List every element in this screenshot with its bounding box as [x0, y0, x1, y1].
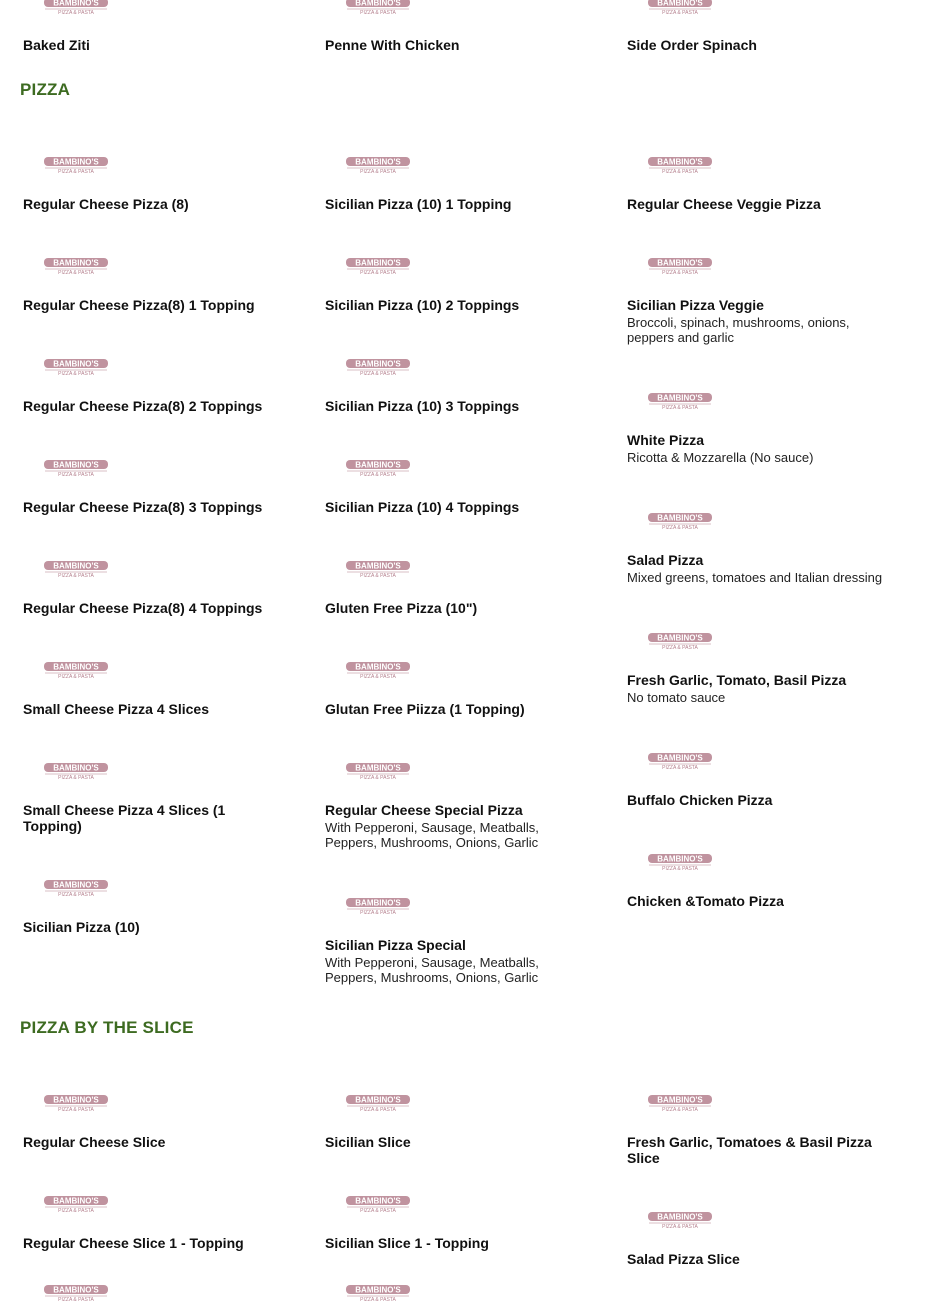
- menu-item-side-order-spinach[interactable]: [624, 0, 886, 53]
- svg-text:BAMBINO'S: BAMBINO'S: [355, 1285, 401, 1295]
- svg-text:BAMBINO'S: BAMBINO'S: [53, 880, 99, 890]
- menu-item-description: Mixed greens, tomatoes and Italian dressing: [627, 570, 883, 585]
- svg-text:PIZZA & PASTA: PIZZA & PASTA: [58, 472, 94, 477]
- bambinos-logo-image: [345, 761, 411, 780]
- menu-item-name[interactable]: Regular Cheese Pizza(8) 2 Toppings: [23, 398, 263, 414]
- bambinos-logo-image: [647, 0, 713, 15]
- bambinos-logo-icon: [43, 1194, 109, 1213]
- menu-item-description: With Pepperoni, Sausage, Meatballs, Peppers, Mushrooms, Onions, Garlic: [325, 820, 539, 850]
- menu-item-name[interactable]: Sicilian Pizza (10) 2 Toppings: [325, 297, 520, 313]
- bambinos-logo-icon: [345, 1194, 411, 1213]
- menu-item-sicilian-slice[interactable]: [322, 1093, 584, 1150]
- menu-item-sicilian-pizza-10-2-toppings[interactable]: [322, 256, 584, 313]
- menu-item-buffalo-chicken-pizza[interactable]: [624, 751, 886, 808]
- bambinos-logo-icon: [345, 896, 411, 915]
- bambinos-logo-image: [345, 458, 411, 477]
- bambinos-logo-icon: [647, 0, 713, 15]
- menu-item-salad-pizza[interactable]: [624, 511, 886, 585]
- menu-item-name[interactable]: Chicken &Tomato Pizza: [627, 893, 784, 909]
- menu-item-name[interactable]: Sicilian Slice 1 - Topping: [325, 1235, 489, 1251]
- bambinos-logo-icon: [647, 511, 713, 530]
- svg-text:PIZZA & PASTA: PIZZA & PASTA: [360, 10, 396, 15]
- svg-text:PIZZA & PASTA: PIZZA & PASTA: [662, 10, 698, 15]
- bambinos-logo-image: [647, 155, 713, 174]
- bambinos-logo-icon: [345, 458, 411, 477]
- bambinos-logo-image: [345, 559, 411, 578]
- menu-item-name[interactable]: Sicilian Pizza (10) 3 Toppings: [325, 398, 520, 414]
- svg-text:BAMBINO'S: BAMBINO'S: [657, 0, 703, 8]
- menu-item-description: Ricotta & Mozzarella (No sauce): [627, 450, 814, 465]
- menu-item-name[interactable]: Side Order Spinach: [627, 37, 757, 53]
- svg-text:PIZZA & PASTA: PIZZA & PASTA: [662, 1224, 698, 1229]
- menu-item-name[interactable]: Salad Pizza Slice: [627, 1251, 740, 1267]
- bambinos-logo-icon: [345, 357, 411, 376]
- menu-item-name[interactable]: Fresh Garlic, Tomato, Basil Pizza: [627, 672, 847, 688]
- svg-text:BAMBINO'S: BAMBINO'S: [53, 258, 99, 268]
- bambinos-logo-icon: [43, 155, 109, 174]
- bambinos-logo-image: [43, 256, 109, 275]
- svg-text:PIZZA & PASTA: PIZZA & PASTA: [662, 1107, 698, 1112]
- bambinos-logo-image: [43, 761, 109, 780]
- bambinos-logo-icon: [43, 0, 109, 15]
- svg-text:PIZZA & PASTA: PIZZA & PASTA: [662, 405, 698, 410]
- menu-item-name[interactable]: Regular Cheese Veggie Pizza: [627, 196, 821, 212]
- menu-item-name[interactable]: Baked Ziti: [23, 37, 90, 53]
- bambinos-logo-icon: [345, 155, 411, 174]
- menu-item-name[interactable]: Glutan Free Piizza (1 Topping): [325, 701, 525, 717]
- menu-item-name[interactable]: Regular Cheese Pizza (8): [23, 196, 189, 212]
- svg-text:BAMBINO'S: BAMBINO'S: [657, 633, 703, 643]
- svg-text:PIZZA & PASTA: PIZZA & PASTA: [360, 371, 396, 376]
- bambinos-logo-image: [43, 1093, 109, 1112]
- menu-item-name[interactable]: White Pizza: [627, 432, 705, 448]
- menu-item-description: With Pepperoni, Sausage, Meatballs, Peppers, Mushrooms, Onions, Garlic: [325, 955, 539, 985]
- menu-item-regular-cheese-pizza-8-4-toppings[interactable]: [20, 559, 282, 616]
- section-title-pizza: PIZZA: [20, 80, 71, 99]
- svg-text:BAMBINO'S: BAMBINO'S: [53, 460, 99, 470]
- bambinos-logo-image: [43, 458, 109, 477]
- svg-text:PIZZA & PASTA: PIZZA & PASTA: [360, 573, 396, 578]
- menu-item-name[interactable]: Gluten Free Pizza (10"): [325, 600, 478, 616]
- bambinos-logo-image: [647, 631, 713, 650]
- menu-item-name[interactable]: Regular Cheese Pizza(8) 4 Toppings: [23, 600, 263, 616]
- menu-item-small-cheese-pizza-4-slices-1-topping[interactable]: [20, 761, 282, 834]
- menu-item-name[interactable]: Sicilian Pizza Special: [325, 937, 466, 953]
- bambinos-logo-icon: [647, 256, 713, 275]
- bambinos-logo-image: [43, 357, 109, 376]
- menu-item-name[interactable]: Regular Cheese Pizza(8) 1 Topping: [23, 297, 255, 313]
- menu-item-description: Broccoli, spinach, mushrooms, onions, peppers and garlic: [627, 315, 850, 345]
- svg-text:BAMBINO'S: BAMBINO'S: [355, 898, 401, 908]
- bambinos-logo-image: [345, 1093, 411, 1112]
- svg-text:BAMBINO'S: BAMBINO'S: [355, 662, 401, 672]
- bambinos-logo-icon: [345, 1093, 411, 1112]
- menu-item-sicilian-pizza-10[interactable]: [20, 878, 282, 935]
- menu-item-regular-cheese-slice-1-topping[interactable]: [20, 1194, 282, 1251]
- svg-text:PIZZA & PASTA: PIZZA & PASTA: [58, 169, 94, 174]
- svg-text:BAMBINO'S: BAMBINO'S: [53, 1196, 99, 1206]
- menu-item-name[interactable]: Small Cheese Pizza 4 Slices (1 Topping): [23, 802, 226, 834]
- menu-item-regular-cheese-slice[interactable]: [20, 1093, 282, 1150]
- svg-text:BAMBINO'S: BAMBINO'S: [657, 513, 703, 523]
- svg-text:BAMBINO'S: BAMBINO'S: [53, 157, 99, 167]
- bambinos-logo-image: [345, 660, 411, 679]
- menu-item-name[interactable]: Fresh Garlic, Tomatoes & Basil Pizza Slice: [627, 1134, 872, 1166]
- svg-text:BAMBINO'S: BAMBINO'S: [657, 157, 703, 167]
- bambinos-logo-icon: [43, 761, 109, 780]
- menu-item-description: No tomato sauce: [627, 690, 726, 705]
- menu-item-name[interactable]: Regular Cheese Special Pizza: [325, 802, 523, 818]
- menu-item-name[interactable]: Regular Cheese Slice 1 - Topping: [23, 1235, 244, 1251]
- bambinos-logo-icon: [43, 559, 109, 578]
- menu-item-sicilian-pizza-special[interactable]: [322, 896, 584, 985]
- bambinos-logo-icon: [43, 878, 109, 897]
- svg-text:PIZZA & PASTA: PIZZA & PASTA: [58, 892, 94, 897]
- svg-text:PIZZA & PASTA: PIZZA & PASTA: [662, 270, 698, 275]
- menu-item-fresh-garlic-tomatoes-basil-pizza-slice[interactable]: [624, 1093, 886, 1166]
- menu-item-regular-cheese-pizza-8-2-toppings[interactable]: [20, 357, 282, 414]
- svg-text:PIZZA & PASTA: PIZZA & PASTA: [360, 169, 396, 174]
- menu-item-regular-cheese-pizza-8-3-toppings[interactable]: [20, 458, 282, 515]
- menu-item-sicilian-pizza-10-1-topping[interactable]: [322, 155, 584, 212]
- bambinos-logo-icon: [43, 660, 109, 679]
- bambinos-logo-icon: [43, 458, 109, 477]
- bambinos-logo-image: [345, 1194, 411, 1213]
- svg-text:BAMBINO'S: BAMBINO'S: [657, 753, 703, 763]
- bambinos-logo-image: [43, 155, 109, 174]
- svg-text:PIZZA & PASTA: PIZZA & PASTA: [662, 866, 698, 871]
- bambinos-logo-image: [345, 896, 411, 915]
- menu-item-white-pizza[interactable]: [624, 391, 886, 465]
- svg-text:PIZZA & PASTA: PIZZA & PASTA: [58, 1107, 94, 1112]
- menu-item-glutan-free-piizza-1-topping[interactable]: [322, 660, 584, 717]
- svg-text:PIZZA & PASTA: PIZZA & PASTA: [662, 765, 698, 770]
- menu-item-name[interactable]: Penne With Chicken: [325, 37, 460, 53]
- menu-item-sicilian-slice-1-topping[interactable]: [322, 1194, 584, 1251]
- svg-text:BAMBINO'S: BAMBINO'S: [355, 1095, 401, 1105]
- svg-text:PIZZA & PASTA: PIZZA & PASTA: [58, 10, 94, 15]
- svg-text:BAMBINO'S: BAMBINO'S: [657, 258, 703, 268]
- bambinos-logo-icon: [647, 1210, 713, 1229]
- bambinos-logo-icon: [345, 559, 411, 578]
- menu-item-name[interactable]: Buffalo Chicken Pizza: [627, 792, 773, 808]
- svg-text:BAMBINO'S: BAMBINO'S: [53, 1285, 99, 1295]
- bambinos-logo-icon: [345, 660, 411, 679]
- svg-text:BAMBINO'S: BAMBINO'S: [53, 763, 99, 773]
- section-title-pizza-by-the-slice: PIZZA BY THE SLICE: [20, 1018, 194, 1037]
- menu-item-fresh-garlic-tomato-basil-pizza[interactable]: [624, 631, 886, 705]
- bambinos-logo-image: [647, 391, 713, 410]
- svg-text:PIZZA & PASTA: PIZZA & PASTA: [58, 1297, 94, 1302]
- bambinos-logo-image: [647, 256, 713, 275]
- bambinos-logo-icon: [43, 256, 109, 275]
- svg-text:PIZZA & PASTA: PIZZA & PASTA: [360, 1107, 396, 1112]
- bambinos-logo-image: [647, 1093, 713, 1112]
- bambinos-logo-image: [345, 256, 411, 275]
- menu-item-name[interactable]: Sicilian Pizza Veggie: [627, 297, 764, 313]
- svg-text:PIZZA & PASTA: PIZZA & PASTA: [360, 270, 396, 275]
- menu-item-name[interactable]: Regular Cheese Slice: [23, 1134, 166, 1150]
- menu-item-sicilian-pizza-veggie[interactable]: [624, 256, 886, 345]
- svg-text:BAMBINO'S: BAMBINO'S: [355, 561, 401, 571]
- menu-item-name[interactable]: Sicilian Pizza (10): [23, 919, 140, 935]
- svg-text:PIZZA & PASTA: PIZZA & PASTA: [58, 674, 94, 679]
- menu-item-regular-cheese-special-pizza[interactable]: [322, 761, 584, 850]
- bambinos-logo-image: [43, 1283, 109, 1302]
- menu-item-name[interactable]: Sicilian Pizza (10) 1 Topping: [325, 196, 512, 212]
- svg-text:PIZZA & PASTA: PIZZA & PASTA: [58, 270, 94, 275]
- svg-text:BAMBINO'S: BAMBINO'S: [355, 0, 401, 8]
- svg-text:BAMBINO'S: BAMBINO'S: [355, 359, 401, 369]
- menu-item-regular-cheese-pizza-8[interactable]: [20, 155, 282, 212]
- bambinos-logo-image: [647, 511, 713, 530]
- svg-text:BAMBINO'S: BAMBINO'S: [657, 393, 703, 403]
- bambinos-logo-icon: [43, 1093, 109, 1112]
- bambinos-logo-image: [43, 1194, 109, 1213]
- bambinos-logo-image: [43, 878, 109, 897]
- menu-item-chicken-tomato-pizza[interactable]: [624, 852, 886, 909]
- menu-item-name[interactable]: Sicilian Pizza (10) 4 Toppings: [325, 499, 520, 515]
- bambinos-logo-icon: [647, 1093, 713, 1112]
- svg-text:BAMBINO'S: BAMBINO'S: [657, 854, 703, 864]
- menu-item-small-cheese-pizza-4-slices[interactable]: [20, 660, 282, 717]
- menu-item-regular-cheese-veggie-pizza[interactable]: [624, 155, 886, 212]
- svg-text:PIZZA & PASTA: PIZZA & PASTA: [662, 169, 698, 174]
- bambinos-logo-icon: [647, 751, 713, 770]
- svg-text:PIZZA & PASTA: PIZZA & PASTA: [58, 371, 94, 376]
- bambinos-logo-image: [345, 1283, 411, 1302]
- svg-text:BAMBINO'S: BAMBINO'S: [355, 157, 401, 167]
- svg-text:BAMBINO'S: BAMBINO'S: [53, 359, 99, 369]
- svg-text:BAMBINO'S: BAMBINO'S: [355, 460, 401, 470]
- bambinos-logo-image: [647, 1210, 713, 1229]
- svg-text:PIZZA & PASTA: PIZZA & PASTA: [360, 1208, 396, 1213]
- svg-text:BAMBINO'S: BAMBINO'S: [657, 1095, 703, 1105]
- svg-text:PIZZA & PASTA: PIZZA & PASTA: [58, 573, 94, 578]
- svg-text:BAMBINO'S: BAMBINO'S: [355, 763, 401, 773]
- menu-item-name[interactable]: Regular Cheese Pizza(8) 3 Toppings: [23, 499, 263, 515]
- menu-item-sicilian-pizza-10-3-toppings[interactable]: [322, 357, 584, 414]
- svg-text:BAMBINO'S: BAMBINO'S: [657, 1212, 703, 1222]
- menu-item-gluten-free-pizza-10[interactable]: [322, 559, 584, 616]
- svg-text:PIZZA & PASTA: PIZZA & PASTA: [58, 775, 94, 780]
- menu-item-name[interactable]: Small Cheese Pizza 4 Slices: [23, 701, 209, 717]
- svg-text:PIZZA & PASTA: PIZZA & PASTA: [360, 1297, 396, 1302]
- svg-text:BAMBINO'S: BAMBINO'S: [355, 1196, 401, 1206]
- bambinos-logo-image: [345, 0, 411, 15]
- bambinos-logo-image: [43, 0, 109, 15]
- bambinos-logo-icon: [647, 391, 713, 410]
- svg-text:BAMBINO'S: BAMBINO'S: [53, 662, 99, 672]
- menu-item-regular-cheese-pizza-8-1-topping[interactable]: [20, 256, 282, 313]
- svg-text:PIZZA & PASTA: PIZZA & PASTA: [58, 1208, 94, 1213]
- bambinos-logo-image: [345, 155, 411, 174]
- bambinos-logo-icon: [43, 357, 109, 376]
- bambinos-logo-image: [345, 357, 411, 376]
- svg-text:BAMBINO'S: BAMBINO'S: [53, 1095, 99, 1105]
- bambinos-logo-image: [647, 751, 713, 770]
- bambinos-logo-icon: [345, 0, 411, 15]
- menu-item-sicilian-pizza-10-4-toppings[interactable]: [322, 458, 584, 515]
- svg-text:BAMBINO'S: BAMBINO'S: [355, 258, 401, 268]
- bambinos-logo-icon: [345, 256, 411, 275]
- bambinos-logo-image: [43, 559, 109, 578]
- bambinos-logo-icon: [647, 155, 713, 174]
- menu-item-name[interactable]: Salad Pizza: [627, 552, 704, 568]
- bambinos-logo-icon: [345, 761, 411, 780]
- svg-text:BAMBINO'S: BAMBINO'S: [53, 561, 99, 571]
- svg-text:PIZZA & PASTA: PIZZA & PASTA: [360, 472, 396, 477]
- svg-text:PIZZA & PASTA: PIZZA & PASTA: [360, 910, 396, 915]
- bambinos-logo-image: [43, 660, 109, 679]
- menu-item-name[interactable]: Sicilian Slice: [325, 1134, 411, 1150]
- menu-item-salad-pizza-slice[interactable]: [624, 1210, 886, 1267]
- svg-text:PIZZA & PASTA: PIZZA & PASTA: [360, 674, 396, 679]
- menu-item-penne-with-chicken[interactable]: [322, 0, 584, 53]
- svg-text:PIZZA & PASTA: PIZZA & PASTA: [662, 645, 698, 650]
- svg-text:PIZZA & PASTA: PIZZA & PASTA: [662, 525, 698, 530]
- svg-text:BAMBINO'S: BAMBINO'S: [53, 0, 99, 8]
- bambinos-logo-image: [647, 852, 713, 871]
- menu-item-baked-ziti[interactable]: [20, 0, 282, 53]
- bambinos-logo-icon: [647, 631, 713, 650]
- bambinos-logo-icon: [647, 852, 713, 871]
- svg-text:PIZZA & PASTA: PIZZA & PASTA: [360, 775, 396, 780]
